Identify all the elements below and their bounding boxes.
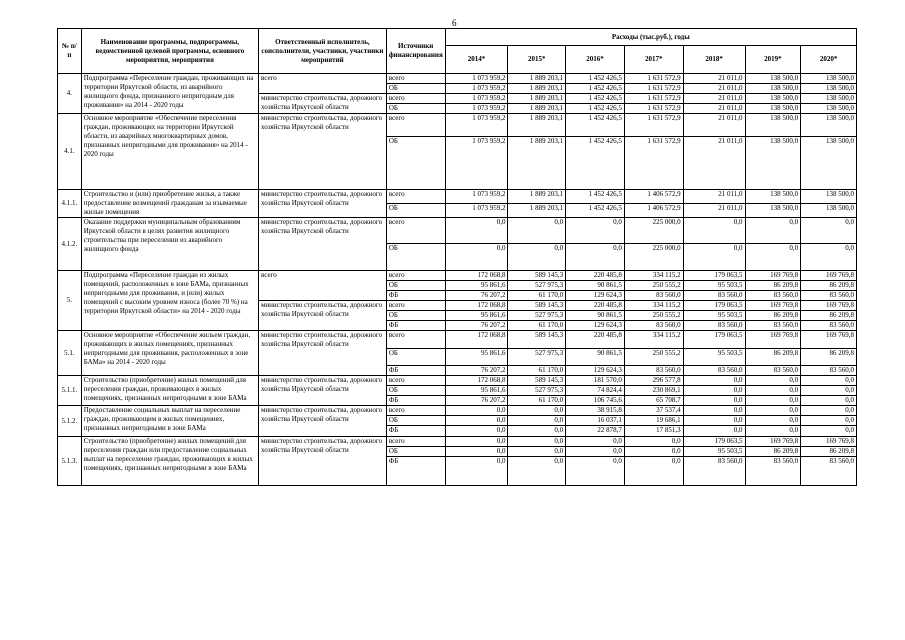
program-name: Подпрограмма «Переселение граждан из жилых помещений, расположенных в зоне БАМа, признанных непригодными для проживания, и (или) жилых помещений с высоким уровнем износа (более 70 %) на территории Иркутской области» на 2014 - 2020 годы <box>81 271 258 331</box>
amount-cell: 169 769,8 <box>745 301 801 311</box>
program-name: Оказание поддержки муниципальным образованиям Иркутской области в целях развития жилищного строительства при переселении из аварийного жилищного фонда <box>81 218 258 271</box>
header-year: 2020* <box>801 46 857 74</box>
amount-cell: 0,0 <box>445 447 508 457</box>
row-number: 5.1. <box>58 331 82 376</box>
amount-cell: 1 631 572,9 <box>624 104 683 114</box>
funding-source: ОБ <box>386 416 445 426</box>
amount-cell: 65 708,7 <box>624 396 683 406</box>
amount-cell: 1 073 959,2 <box>445 104 508 114</box>
amount-cell: 0,0 <box>624 457 683 486</box>
program-name: Строительство (приобретение) жилых помещений для переселения граждан или предоставление социальных выплат на переселение граждан, проживающих в жилых помещениях, признанных непригодными в зоне БАМа <box>81 437 258 486</box>
amount-cell: 0,0 <box>745 218 801 244</box>
amount-cell: 138 500,0 <box>745 104 801 114</box>
amount-cell: 83 560,0 <box>745 457 801 486</box>
amount-cell: 83 560,0 <box>801 321 857 331</box>
amount-cell: 1 406 572,9 <box>624 204 683 218</box>
amount-cell: 0,0 <box>445 457 508 486</box>
amount-cell: 179 063,5 <box>683 301 745 311</box>
amount-cell: 0,0 <box>801 376 857 386</box>
executor: министерство строительства, дорожного хозяйства Иркутской области <box>259 331 387 376</box>
executor: министерство строительства, дорожного хозяйства Иркутской области <box>259 406 387 437</box>
amount-cell: 83 560,0 <box>683 321 745 331</box>
amount-cell: 1 073 959,2 <box>445 190 508 204</box>
amount-cell: 0,0 <box>801 416 857 426</box>
program-name: Основное мероприятие «Обеспечение переселения граждан, проживающих на территории Иркутской области, из аварийных многоквартирных домов, признанных непригодными для проживания» на 2014 - 2020 годы <box>81 114 258 190</box>
amount-cell: 1 452 426,5 <box>566 204 625 218</box>
amount-cell: 1 889 203,1 <box>508 137 566 190</box>
amount-cell: 1 452 426,5 <box>566 84 625 94</box>
amount-cell: 21 011,0 <box>683 204 745 218</box>
amount-cell: 95 861,6 <box>445 281 508 291</box>
amount-cell: 0,0 <box>445 437 508 447</box>
amount-cell: 527 975,3 <box>508 349 566 366</box>
amount-cell: 138 500,0 <box>745 190 801 204</box>
header-year: 2017* <box>624 46 683 74</box>
row-number: 4.1. <box>58 114 82 190</box>
executor: министерство строительства, дорожного хозяйства Иркутской области <box>259 218 387 271</box>
executor: всего <box>259 74 387 94</box>
amount-cell: 138 500,0 <box>801 104 857 114</box>
amount-cell: 1 073 959,2 <box>445 137 508 190</box>
amount-cell: 0,0 <box>683 396 745 406</box>
amount-cell: 1 452 426,5 <box>566 137 625 190</box>
amount-cell: 1 631 572,9 <box>624 137 683 190</box>
amount-cell: 0,0 <box>683 406 745 416</box>
executor: министерство строительства, дорожного хозяйства Иркутской области <box>259 301 387 331</box>
amount-cell: 90 861,5 <box>566 281 625 291</box>
executor: министерство строительства, дорожного хозяйства Иркутской области <box>259 437 387 486</box>
amount-cell: 179 063,5 <box>683 271 745 281</box>
table-row <box>58 190 857 204</box>
amount-cell: 86 209,8 <box>801 447 857 457</box>
amount-cell: 220 485,8 <box>566 301 625 311</box>
amount-cell: 334 115,2 <box>624 301 683 311</box>
funding-source: ФБ <box>386 426 445 437</box>
program-name: Подпрограмма «Переселение граждан, проживающих на территории Иркутской области, из аварийного жилищного фонда, признанного непригодным для проживания» на 2014 - 2020 годы <box>81 74 258 114</box>
amount-cell: 38 915,8 <box>566 406 625 416</box>
amount-cell: 0,0 <box>745 416 801 426</box>
amount-cell: 1 406 572,9 <box>624 190 683 204</box>
amount-cell: 0,0 <box>683 416 745 426</box>
header-year: 2015* <box>508 46 566 74</box>
amount-cell: 21 011,0 <box>683 74 745 84</box>
amount-cell: 220 485,8 <box>566 271 625 281</box>
amount-cell: 220 485,8 <box>566 331 625 349</box>
row-number: 5.1.3. <box>58 437 82 486</box>
amount-cell: 172 068,8 <box>445 331 508 349</box>
amount-cell: 95 861,6 <box>445 386 508 396</box>
amount-cell: 169 769,8 <box>801 271 857 281</box>
amount-cell: 83 560,0 <box>745 366 801 376</box>
amount-cell: 95 861,6 <box>445 311 508 321</box>
amount-cell: 0,0 <box>508 447 566 457</box>
amount-cell: 225 000,0 <box>624 218 683 244</box>
executor: министерство строительства, дорожного хозяйства Иркутской области <box>259 94 387 114</box>
amount-cell: 17 851,3 <box>624 426 683 437</box>
amount-cell: 172 068,8 <box>445 376 508 386</box>
amount-cell: 1 889 203,1 <box>508 84 566 94</box>
amount-cell: 83 560,0 <box>683 457 745 486</box>
program-name: Строительство и (или) приобретение жилья, а также предоставление возмещений гражданам за изымаемые жилые помещения <box>81 190 258 218</box>
amount-cell: 0,0 <box>624 447 683 457</box>
amount-cell: 95 503,5 <box>683 311 745 321</box>
amount-cell: 1 452 426,5 <box>566 114 625 137</box>
amount-cell: 0,0 <box>508 426 566 437</box>
amount-cell: 169 769,8 <box>745 331 801 349</box>
amount-cell: 0,0 <box>445 416 508 426</box>
amount-cell: 0,0 <box>683 218 745 244</box>
funding-source: ОБ <box>386 281 445 291</box>
amount-cell: 83 560,0 <box>801 457 857 486</box>
amount-cell: 1 889 203,1 <box>508 94 566 104</box>
amount-cell: 83 560,0 <box>745 321 801 331</box>
amount-cell: 76 207,2 <box>445 291 508 301</box>
amount-cell: 21 011,0 <box>683 114 745 137</box>
header-year: 2016* <box>566 46 625 74</box>
program-name: Основное мероприятие «Обеспечение жильем граждан, проживающих в жилых помещениях, признанных непригодными для проживания, расположенных в зоне БАМа» на 2014 - 2020 годы <box>81 331 258 376</box>
funding-source: всего <box>386 94 445 104</box>
amount-cell: 138 500,0 <box>801 74 857 84</box>
amount-cell: 61 170,0 <box>508 396 566 406</box>
amount-cell: 1 073 959,2 <box>445 84 508 94</box>
amount-cell: 169 769,8 <box>801 301 857 311</box>
amount-cell: 0,0 <box>745 244 801 271</box>
amount-cell: 86 209,8 <box>801 311 857 321</box>
amount-cell: 95 503,5 <box>683 447 745 457</box>
executor: министерство строительства, дорожного хозяйства Иркутской области <box>259 114 387 190</box>
amount-cell: 16 037,1 <box>566 416 625 426</box>
amount-cell: 0,0 <box>801 244 857 271</box>
row-number: 5.1.2. <box>58 406 82 437</box>
table-row <box>58 331 857 349</box>
table-row <box>58 406 857 416</box>
funding-source: ОБ <box>386 104 445 114</box>
amount-cell: 138 500,0 <box>801 84 857 94</box>
amount-cell: 0,0 <box>566 437 625 447</box>
table-row <box>58 271 857 281</box>
amount-cell: 169 769,8 <box>745 271 801 281</box>
amount-cell: 0,0 <box>508 416 566 426</box>
funding-source: всего <box>386 271 445 281</box>
amount-cell: 589 145,3 <box>508 271 566 281</box>
amount-cell: 83 560,0 <box>624 291 683 301</box>
amount-cell: 0,0 <box>683 244 745 271</box>
amount-cell: 21 011,0 <box>683 137 745 190</box>
amount-cell: 83 560,0 <box>624 321 683 331</box>
amount-cell: 1 073 959,2 <box>445 114 508 137</box>
funding-source: ОБ <box>386 386 445 396</box>
amount-cell: 1 631 572,9 <box>624 94 683 104</box>
amount-cell: 83 560,0 <box>801 291 857 301</box>
amount-cell: 61 170,0 <box>508 291 566 301</box>
header-year: 2018* <box>683 46 745 74</box>
amount-cell: 230 869,1 <box>624 386 683 396</box>
amount-cell: 83 560,0 <box>745 291 801 301</box>
amount-cell: 0,0 <box>445 406 508 416</box>
amount-cell: 0,0 <box>508 457 566 486</box>
amount-cell: 0,0 <box>745 376 801 386</box>
funding-source: всего <box>386 406 445 416</box>
amount-cell: 527 975,3 <box>508 281 566 291</box>
header-costs: Расходы (тыс.руб.), годы <box>445 29 856 46</box>
amount-cell: 334 115,2 <box>624 271 683 281</box>
program-name: Предоставление социальных выплат на переселение граждан, проживающим в жилых помещениях, признанных непригодными в зоне БАМа <box>81 406 258 437</box>
executor: министерство строительства, дорожного хозяйства Иркутской области <box>259 376 387 406</box>
amount-cell: 169 769,8 <box>801 437 857 447</box>
funding-source: ОБ <box>386 137 445 190</box>
funding-source: ОБ <box>386 447 445 457</box>
funding-source: ФБ <box>386 291 445 301</box>
amount-cell: 106 745,6 <box>566 396 625 406</box>
amount-cell: 169 769,8 <box>801 331 857 349</box>
row-number: 4. <box>58 74 82 114</box>
amount-cell: 0,0 <box>745 396 801 406</box>
amount-cell: 1 452 426,5 <box>566 74 625 84</box>
amount-cell: 138 500,0 <box>801 137 857 190</box>
amount-cell: 0,0 <box>508 218 566 244</box>
program-name: Строительство (приобретение) жилых помещений для переселения граждан, проживающих в жилых помещениях, признанных непригодными в зоне БАМа <box>81 376 258 406</box>
amount-cell: 172 068,8 <box>445 271 508 281</box>
amount-cell: 138 500,0 <box>745 74 801 84</box>
amount-cell: 0,0 <box>801 386 857 396</box>
amount-cell: 138 500,0 <box>801 190 857 204</box>
amount-cell: 19 686,1 <box>624 416 683 426</box>
amount-cell: 83 560,0 <box>624 366 683 376</box>
amount-cell: 86 209,8 <box>801 281 857 291</box>
amount-cell: 86 209,8 <box>801 349 857 366</box>
funding-source: всего <box>386 331 445 349</box>
header-source: Источники финансирования <box>386 29 445 74</box>
amount-cell: 0,0 <box>566 218 625 244</box>
amount-cell: 138 500,0 <box>745 137 801 190</box>
funding-source: ОБ <box>386 311 445 321</box>
amount-cell: 90 861,5 <box>566 349 625 366</box>
amount-cell: 527 975,3 <box>508 311 566 321</box>
amount-cell: 61 170,0 <box>508 321 566 331</box>
amount-cell: 138 500,0 <box>801 114 857 137</box>
amount-cell: 179 063,5 <box>683 331 745 349</box>
amount-cell: 21 011,0 <box>683 84 745 94</box>
amount-cell: 172 068,8 <box>445 301 508 311</box>
amount-cell: 21 011,0 <box>683 190 745 204</box>
amount-cell: 0,0 <box>566 457 625 486</box>
amount-cell: 0,0 <box>801 426 857 437</box>
amount-cell: 138 500,0 <box>745 84 801 94</box>
amount-cell: 138 500,0 <box>801 204 857 218</box>
table-row <box>58 114 857 137</box>
funding-source: ОБ <box>386 204 445 218</box>
amount-cell: 0,0 <box>745 386 801 396</box>
amount-cell: 61 170,0 <box>508 366 566 376</box>
amount-cell: 1 889 203,1 <box>508 114 566 137</box>
amount-cell: 250 555,2 <box>624 281 683 291</box>
amount-cell: 225 000,0 <box>624 244 683 271</box>
funding-source: ОБ <box>386 84 445 94</box>
amount-cell: 83 560,0 <box>683 291 745 301</box>
amount-cell: 1 889 203,1 <box>508 104 566 114</box>
amount-cell: 21 011,0 <box>683 94 745 104</box>
funding-source: ФБ <box>386 457 445 486</box>
amount-cell: 0,0 <box>745 406 801 416</box>
amount-cell: 0,0 <box>508 437 566 447</box>
amount-cell: 1 452 426,5 <box>566 190 625 204</box>
amount-cell: 1 073 959,2 <box>445 204 508 218</box>
funding-source: ФБ <box>386 321 445 331</box>
amount-cell: 296 577,8 <box>624 376 683 386</box>
funding-source: всего <box>386 190 445 204</box>
amount-cell: 589 145,3 <box>508 376 566 386</box>
amount-cell: 0,0 <box>801 406 857 416</box>
amount-cell: 0,0 <box>566 244 625 271</box>
funding-source: ФБ <box>386 366 445 376</box>
amount-cell: 1 631 572,9 <box>624 114 683 137</box>
executor: всего <box>259 271 387 301</box>
amount-cell: 0,0 <box>683 426 745 437</box>
funding-source: ОБ <box>386 244 445 271</box>
amount-cell: 138 500,0 <box>801 94 857 104</box>
budget-table <box>57 28 857 486</box>
header-no: № п/п <box>58 29 82 74</box>
amount-cell: 589 145,3 <box>508 331 566 349</box>
amount-cell: 129 624,3 <box>566 366 625 376</box>
header-year: 2014* <box>445 46 508 74</box>
amount-cell: 179 063,5 <box>683 437 745 447</box>
amount-cell: 1 889 203,1 <box>508 204 566 218</box>
header-year: 2019* <box>745 46 801 74</box>
amount-cell: 95 503,5 <box>683 281 745 291</box>
row-number: 5.1.1. <box>58 376 82 406</box>
amount-cell: 86 209,8 <box>745 349 801 366</box>
amount-cell: 0,0 <box>801 218 857 244</box>
amount-cell: 0,0 <box>508 406 566 416</box>
amount-cell: 1 631 572,9 <box>624 84 683 94</box>
funding-source: всего <box>386 114 445 137</box>
amount-cell: 1 073 959,2 <box>445 74 508 84</box>
funding-source: ОБ <box>386 349 445 366</box>
amount-cell: 1 889 203,1 <box>508 190 566 204</box>
amount-cell: 334 115,2 <box>624 331 683 349</box>
amount-cell: 86 209,8 <box>745 311 801 321</box>
amount-cell: 76 207,2 <box>445 366 508 376</box>
amount-cell: 0,0 <box>445 244 508 271</box>
row-number: 4.1.2. <box>58 218 82 271</box>
page-number: 6 <box>452 18 457 28</box>
amount-cell: 169 769,8 <box>745 437 801 447</box>
amount-cell: 129 624,3 <box>566 291 625 301</box>
funding-source: ФБ <box>386 396 445 406</box>
amount-cell: 527 975,3 <box>508 386 566 396</box>
amount-cell: 76 207,2 <box>445 396 508 406</box>
amount-cell: 90 861,5 <box>566 311 625 321</box>
funding-source: всего <box>386 376 445 386</box>
amount-cell: 138 500,0 <box>745 114 801 137</box>
amount-cell: 86 209,8 <box>745 447 801 457</box>
amount-cell: 1 631 572,9 <box>624 74 683 84</box>
amount-cell: 22 878,7 <box>566 426 625 437</box>
amount-cell: 1 452 426,5 <box>566 94 625 104</box>
amount-cell: 0,0 <box>624 437 683 447</box>
table-row <box>58 376 857 386</box>
amount-cell: 138 500,0 <box>745 204 801 218</box>
executor: министерство строительства, дорожного хозяйства Иркутской области <box>259 190 387 218</box>
amount-cell: 0,0 <box>683 376 745 386</box>
amount-cell: 181 570,0 <box>566 376 625 386</box>
amount-cell: 83 560,0 <box>801 366 857 376</box>
amount-cell: 250 555,2 <box>624 349 683 366</box>
amount-cell: 0,0 <box>683 386 745 396</box>
funding-source: всего <box>386 437 445 447</box>
row-number: 5. <box>58 271 82 331</box>
amount-cell: 95 503,5 <box>683 349 745 366</box>
funding-source: всего <box>386 301 445 311</box>
amount-cell: 129 624,3 <box>566 321 625 331</box>
amount-cell: 1 073 959,2 <box>445 94 508 104</box>
row-number: 4.1.1. <box>58 190 82 218</box>
amount-cell: 21 011,0 <box>683 104 745 114</box>
table-row <box>58 437 857 447</box>
amount-cell: 76 207,2 <box>445 321 508 331</box>
amount-cell: 0,0 <box>445 426 508 437</box>
funding-source: всего <box>386 218 445 244</box>
header-name: Наименование программы, подпрограммы, ведомственной целевой программы, основного мероприятия, мероприятия <box>81 29 258 74</box>
amount-cell: 37 537,4 <box>624 406 683 416</box>
amount-cell: 589 145,3 <box>508 301 566 311</box>
amount-cell: 95 861,6 <box>445 349 508 366</box>
header-executor: Ответственный исполнитель, соисполнители, участники, участники мероприятий <box>259 29 387 74</box>
amount-cell: 0,0 <box>445 218 508 244</box>
amount-cell: 74 824,4 <box>566 386 625 396</box>
amount-cell: 86 209,8 <box>745 281 801 291</box>
amount-cell: 1 452 426,5 <box>566 104 625 114</box>
amount-cell: 0,0 <box>801 396 857 406</box>
amount-cell: 0,0 <box>745 426 801 437</box>
table-row <box>58 74 857 84</box>
amount-cell: 1 889 203,1 <box>508 74 566 84</box>
amount-cell: 83 560,0 <box>683 366 745 376</box>
amount-cell: 138 500,0 <box>745 94 801 104</box>
funding-source: всего <box>386 74 445 84</box>
amount-cell: 250 555,2 <box>624 311 683 321</box>
table-row <box>58 218 857 244</box>
amount-cell: 0,0 <box>508 244 566 271</box>
amount-cell: 0,0 <box>566 447 625 457</box>
